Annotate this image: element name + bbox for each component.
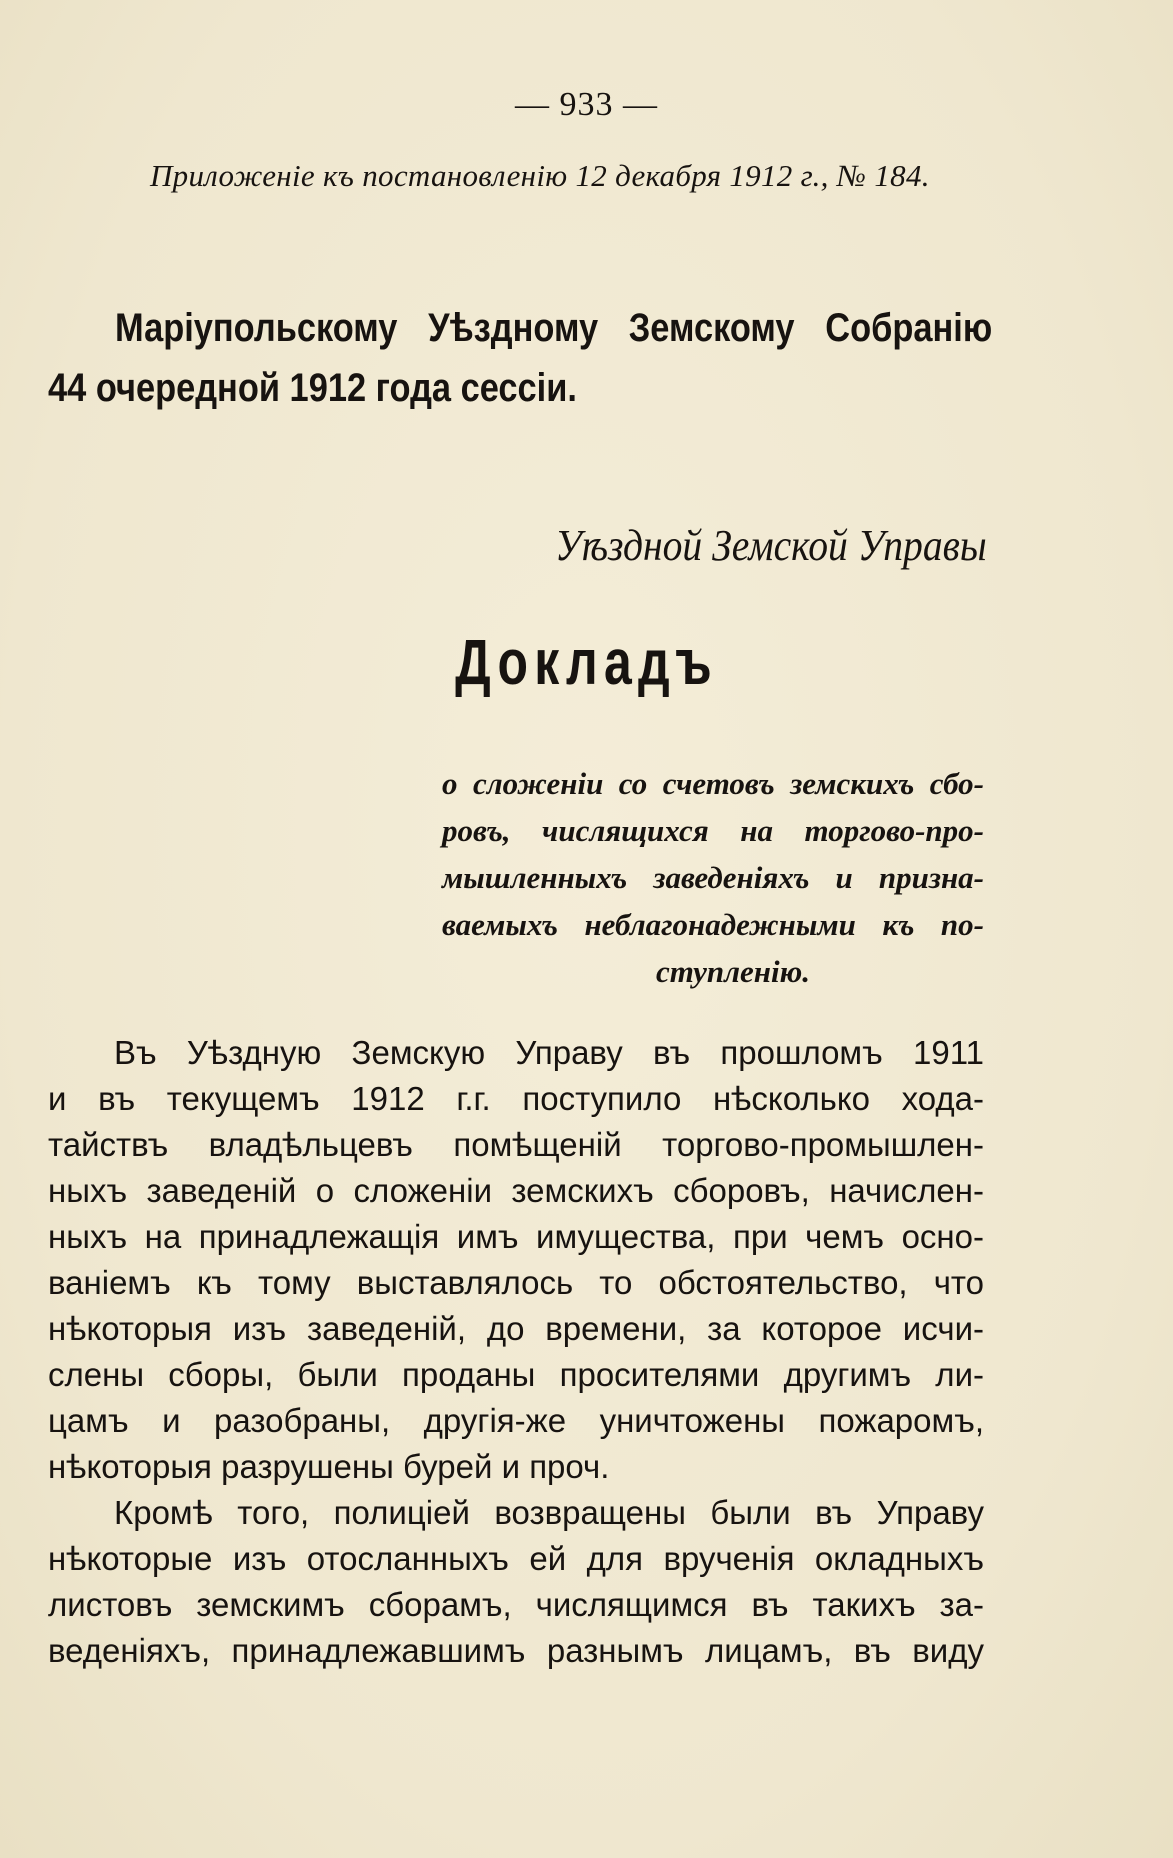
paragraph-1-line: Въ Уѣздную Земскую Управу въ прошломъ 1911 <box>114 1034 984 1071</box>
subject-line: ваемыхъ неблагонадежными къ по- <box>442 907 984 942</box>
paragraph-2-line: нѣкоторые изъ отосланныхъ ей для врученія окладныхъ <box>48 1540 984 1577</box>
subject-line: мышленныхъ заведеніяхъ и призна- <box>442 860 984 895</box>
body-text <box>48 1030 984 1674</box>
paragraph-2-line: листовъ земскимъ сборамъ, числящимся въ такихъ за- <box>48 1586 984 1623</box>
paragraph-1-line: ваніемъ къ тому выставлялось то обстоятельство, что <box>48 1264 984 1301</box>
paragraph-1-line: нѣкоторыя разрушены бурей и проч. <box>48 1448 610 1485</box>
subject-line: ступленію. <box>656 954 810 989</box>
paragraph-1-line: и въ текущемъ 1912 г.г. поступило нѣсколько хода- <box>48 1080 984 1117</box>
paragraph-2-line: веденіяхъ, принадлежавшимъ разнымъ лицамъ, въ виду <box>48 1632 984 1669</box>
paragraph-1-line: нѣкоторыя изъ заведеній, до времени, за которое исчи- <box>48 1310 984 1347</box>
paragraph-2-line: Кромѣ того, полиціей возвращены были въ Управу <box>114 1494 984 1531</box>
paragraph-1-line: слены сборы, были проданы просителями другимъ ли- <box>48 1356 984 1393</box>
subject-line: о сложеніи со счетовъ земскихъ сбо- <box>442 766 984 801</box>
addressee-line-1: Маріупольскому Уѣздному Земскому Собранію <box>115 306 993 350</box>
paragraph-1-line: ныхъ заведеній о сложеніи земскихъ сборовъ, начислен- <box>48 1172 984 1209</box>
addressee-line-2: 44 очередной 1912 года сессіи. <box>48 366 577 410</box>
appendix-note: Приложеніе къ постановленію 12 декабря 1912 г., № 184. <box>150 158 930 193</box>
issuer-heading: Уѣздной Земской Управы <box>555 521 987 570</box>
subject-line: ровъ, числящихся на торгово-про- <box>442 813 984 848</box>
paragraph-1-line: цамъ и разобраны, другія-же уничтожены пожаромъ, <box>48 1402 984 1439</box>
report-title: Докладъ <box>455 626 718 698</box>
paragraph-1-line: ныхъ на принадлежащія имъ имущества, при чемъ осно- <box>48 1218 984 1255</box>
page-number: — 933 — <box>515 86 658 123</box>
paragraph-1-line: тайствъ владѣльцевъ помѣщеній торгово-промышлен- <box>48 1126 984 1163</box>
report-subject <box>442 760 984 995</box>
